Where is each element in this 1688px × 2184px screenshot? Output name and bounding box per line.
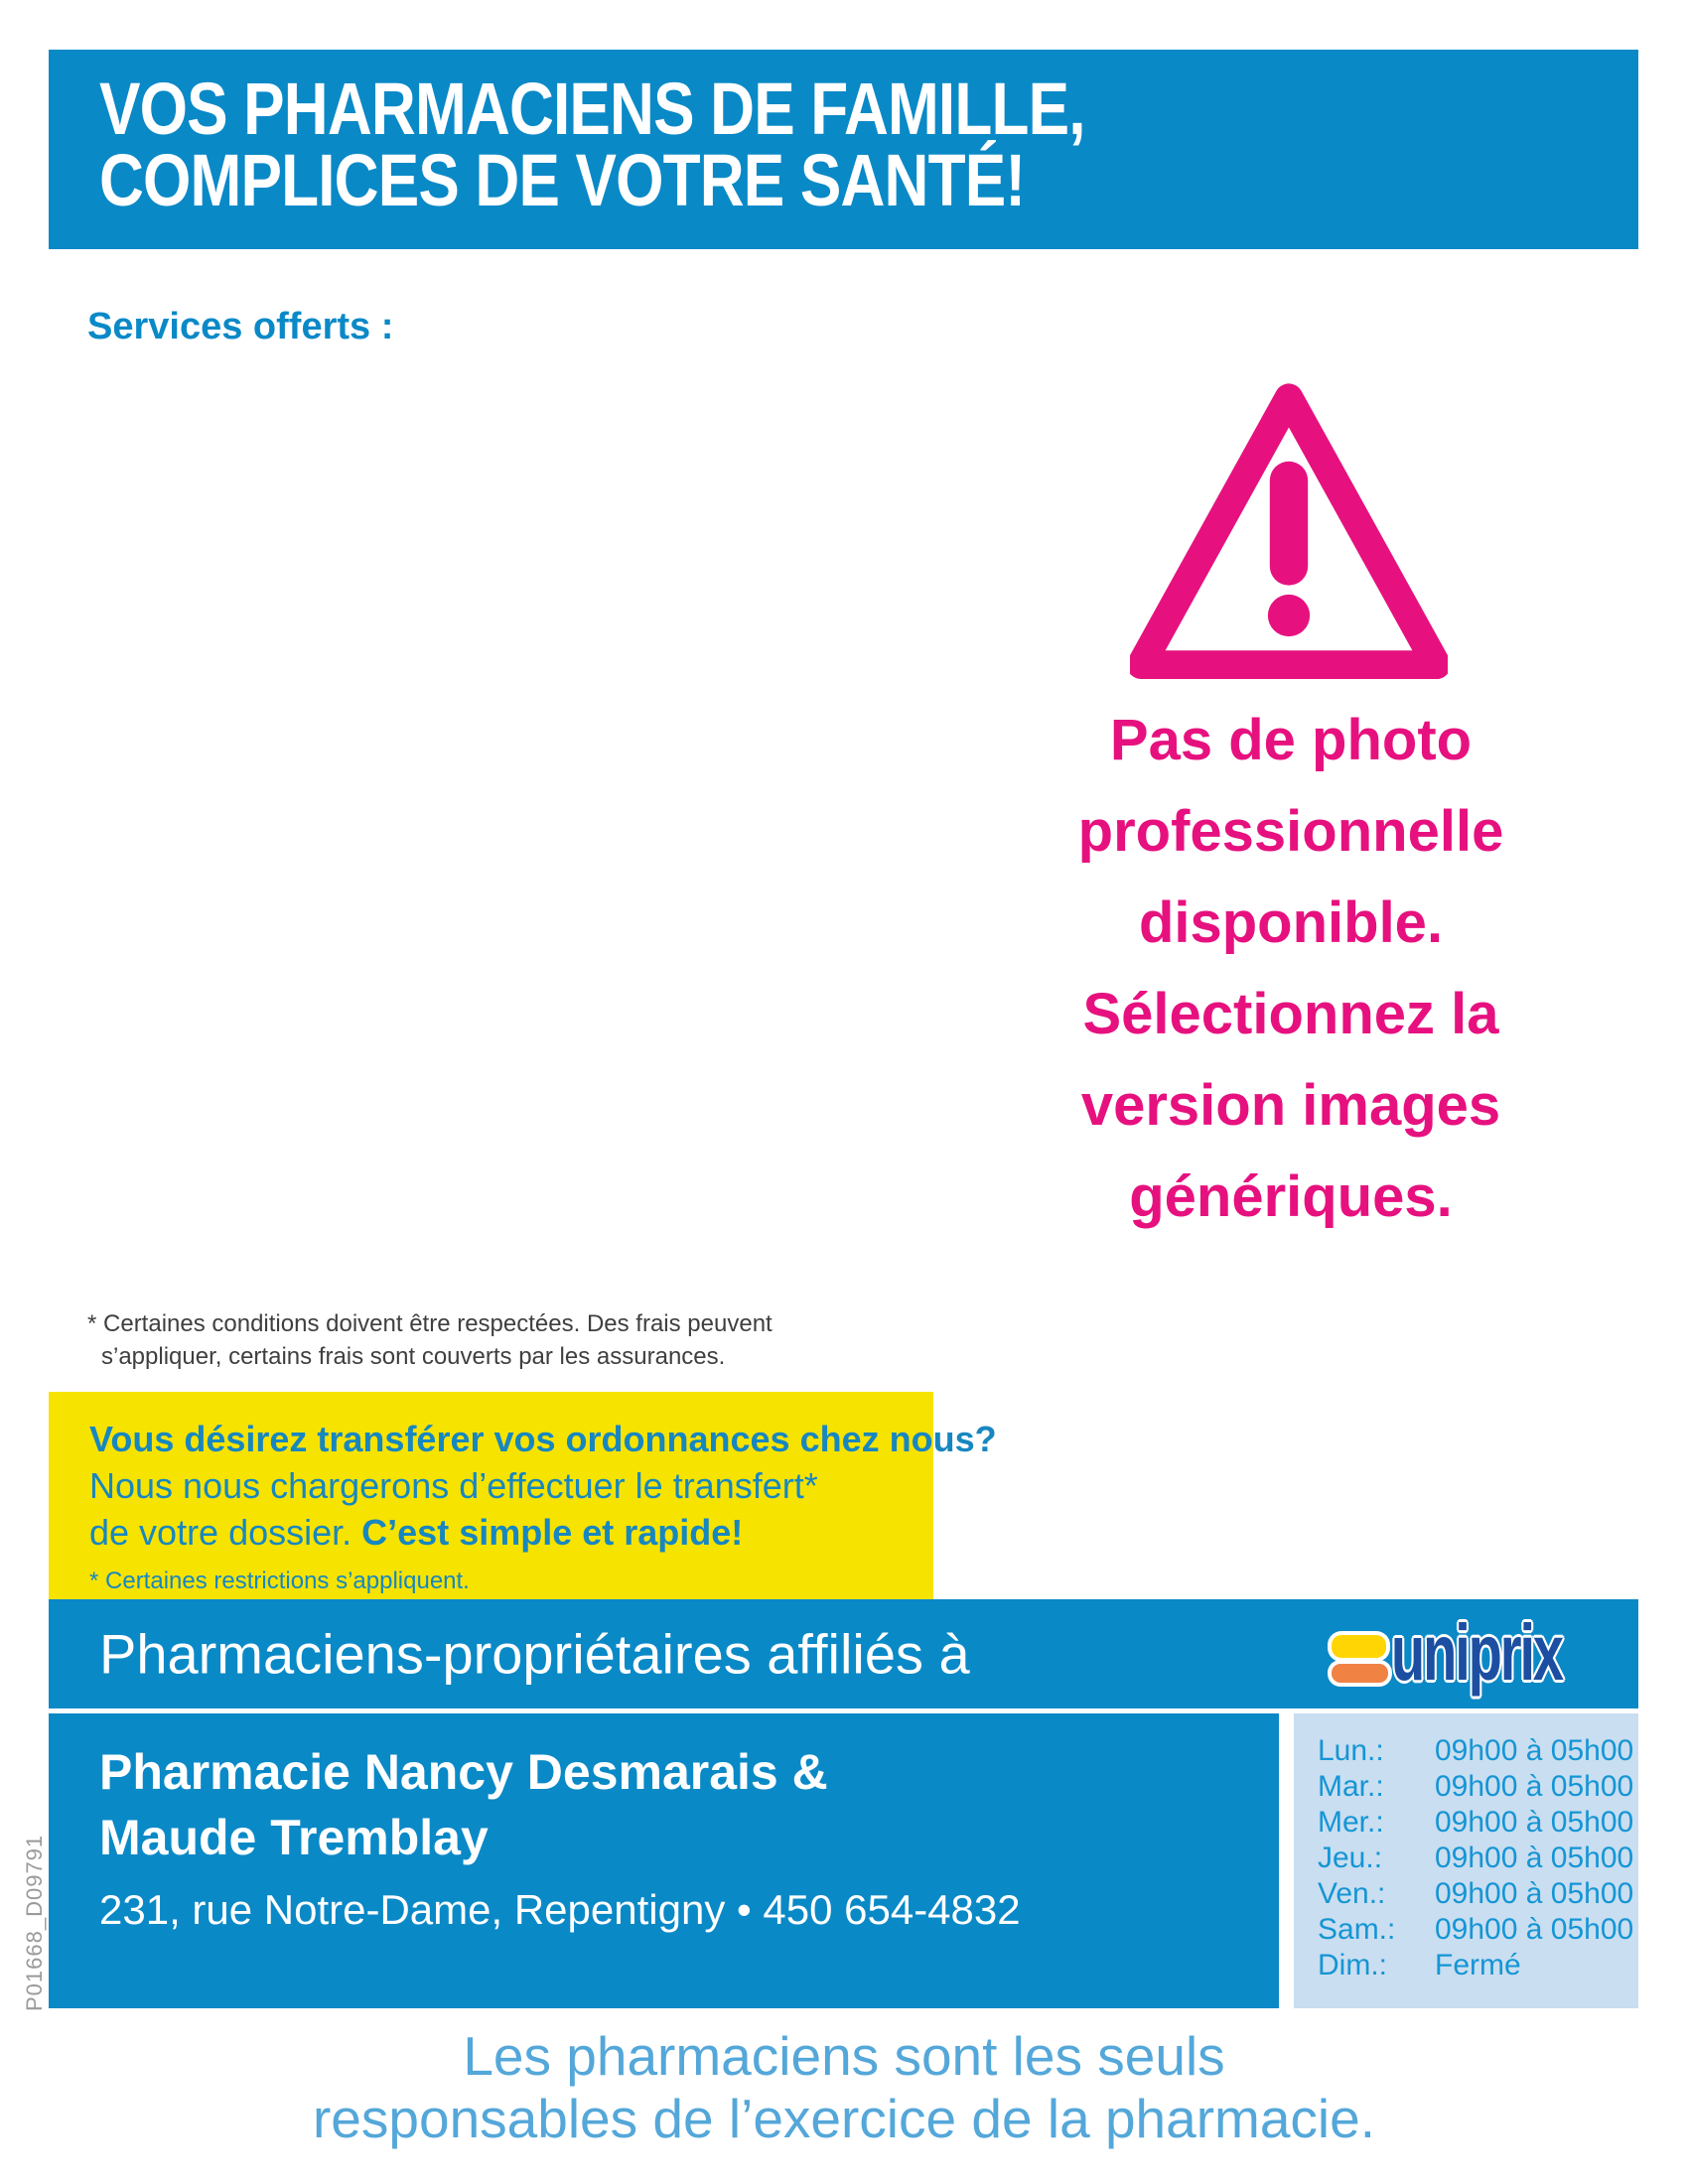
hours-time: 09h00 à 05h00	[1435, 1770, 1634, 1803]
pharmacy-name-line1: Pharmacie Nancy Desmarais &	[99, 1744, 828, 1800]
no-photo-notice	[943, 695, 1638, 1243]
affiliation-band	[49, 1599, 1638, 1708]
conditions-footnote-line2: s’appliquer, certains frais sont couverts par les assurances.	[101, 1343, 726, 1370]
services-offered-label: Services offerts :	[87, 306, 394, 347]
hours-row	[1318, 1733, 1638, 1769]
logo-orange-bar-icon	[1332, 1664, 1388, 1683]
warning-triangle-icon	[1130, 372, 1448, 700]
header-title-line2: COMPLICES DE VOTRE SANTÉ!	[99, 139, 1026, 221]
header-title	[99, 68, 1085, 221]
transfer-line3	[89, 1509, 933, 1556]
hours-time: Fermé	[1435, 1949, 1521, 1981]
hours-time: 09h00 à 05h00	[1435, 1734, 1634, 1767]
hours-row	[1318, 1769, 1638, 1805]
hours-day: Mer.:	[1318, 1806, 1384, 1839]
pharmacy-name	[99, 1739, 1279, 1870]
no-photo-line: version images	[1080, 1073, 1501, 1138]
pharmacy-address: 231, rue Notre-Dame, Repentigny • 450 654-4832	[99, 1886, 1021, 1933]
hours-time: 09h00 à 05h00	[1435, 1913, 1634, 1946]
pharmacy-info-block	[49, 1713, 1279, 2008]
hours-row	[1318, 1948, 1638, 1983]
no-photo-line: professionnelle	[1077, 799, 1504, 864]
document-code: P01668_D09791	[22, 1834, 47, 2011]
pharmacists-disclaimer	[0, 2025, 1688, 2150]
hours-day: Sam.:	[1318, 1913, 1396, 1946]
conditions-footnote-line1: * Certaines conditions doivent être respectées. Des frais peuvent	[87, 1310, 773, 1337]
disclaimer-line1: Les pharmaciens sont les seuls	[463, 2025, 1225, 2087]
hours-day: Ven.:	[1318, 1877, 1386, 1910]
affiliation-label: Pharmaciens-propriétaires affiliés à	[99, 1622, 970, 1686]
no-photo-line: Pas de photo	[1109, 708, 1473, 772]
pharmacy-name-line2: Maude Tremblay	[99, 1810, 489, 1865]
no-photo-line: disponible.	[1138, 890, 1444, 955]
logo-yellow-bar-icon	[1332, 1635, 1386, 1658]
hours-day: Jeu.:	[1318, 1842, 1383, 1874]
no-photo-line: Sélectionnez la	[1082, 982, 1499, 1046]
hours-day: Mar.:	[1318, 1770, 1384, 1803]
hours-time: 09h00 à 05h00	[1435, 1842, 1634, 1874]
hours-day: Dim.:	[1318, 1949, 1387, 1981]
hours-row	[1318, 1876, 1638, 1912]
hours-day: Lun.:	[1318, 1734, 1384, 1767]
transfer-line2: Nous nous chargerons d’effectuer le transfert*	[89, 1465, 818, 1506]
hours-time: 09h00 à 05h00	[1435, 1806, 1634, 1839]
hours-row	[1318, 1841, 1638, 1876]
transfer-line3-bold: C’est simple et rapide!	[361, 1512, 744, 1553]
transfer-offer-box	[49, 1392, 997, 1599]
hours-row	[1318, 1912, 1638, 1948]
header-banner	[49, 50, 1638, 249]
hours-time: 09h00 à 05h00	[1435, 1877, 1634, 1910]
conditions-footnote	[87, 1307, 773, 1373]
opening-hours-panel	[1294, 1713, 1638, 2008]
transfer-line3-regular: de votre dossier.	[89, 1512, 362, 1553]
disclaimer-line2: responsables de l’exercice de la pharmacie.	[312, 2088, 1376, 2149]
transfer-headline: Vous désirez transférer vos ordonnances chez nous?	[89, 1419, 997, 1459]
no-photo-line: génériques.	[1129, 1164, 1453, 1229]
uniprix-logo-bars-icon	[1332, 1635, 1391, 1683]
hours-row	[1318, 1805, 1638, 1841]
header-title-line1: VOS PHARMACIENS DE FAMILLE,	[99, 68, 1085, 150]
transfer-restrictions-note: * Certaines restrictions s’appliquent.	[89, 1568, 470, 1594]
uniprix-logo: uniprix	[1391, 1608, 1562, 1697]
